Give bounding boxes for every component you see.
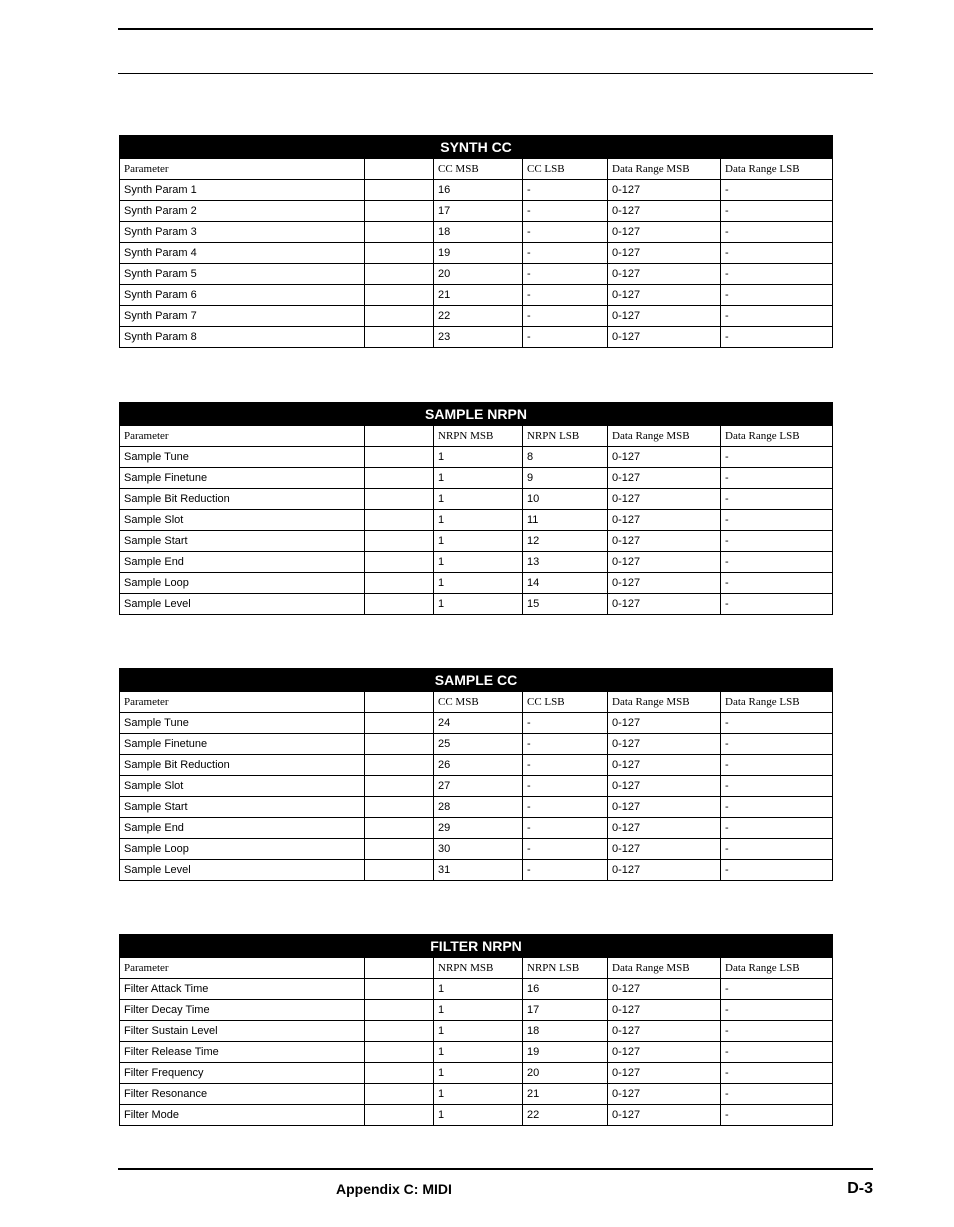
table-cell — [365, 776, 434, 797]
table-cell: 0-127 — [608, 201, 721, 222]
table-cell: Sample Slot — [120, 510, 365, 531]
table-cell: - — [523, 243, 608, 264]
table-cell: 16 — [434, 180, 523, 201]
table-cell: 1 — [434, 573, 523, 594]
column-header: Data Range LSB — [721, 426, 833, 447]
table-cell: Sample Loop — [120, 573, 365, 594]
table-cell: Sample Bit Reduction — [120, 755, 365, 776]
table-title: SAMPLE CC — [120, 669, 833, 692]
table-cell: 10 — [523, 489, 608, 510]
table-cell: 0-127 — [608, 510, 721, 531]
table-cell: Filter Frequency — [120, 1063, 365, 1084]
table-cell — [365, 797, 434, 818]
table-cell: - — [523, 818, 608, 839]
table-cell: - — [721, 797, 833, 818]
column-header: NRPN LSB — [523, 958, 608, 979]
table-cell: - — [721, 306, 833, 327]
top-rule-thin — [118, 73, 873, 74]
table-cell: Synth Param 4 — [120, 243, 365, 264]
table-cell — [365, 285, 434, 306]
table-cell: - — [721, 755, 833, 776]
table-cell: 0-127 — [608, 1063, 721, 1084]
table-cell: - — [523, 860, 608, 881]
column-header: Parameter — [120, 159, 365, 180]
table-cell — [365, 201, 434, 222]
table-cell: 11 — [523, 510, 608, 531]
table-cell: Sample Finetune — [120, 734, 365, 755]
table-cell: 1 — [434, 1063, 523, 1084]
table-cell: Synth Param 1 — [120, 180, 365, 201]
table-cell: 0-127 — [608, 1105, 721, 1126]
table-cell: - — [523, 839, 608, 860]
table-cell: 9 — [523, 468, 608, 489]
table-cell — [365, 531, 434, 552]
table-cell: Sample Level — [120, 860, 365, 881]
table-cell: 0-127 — [608, 776, 721, 797]
table-cell: 23 — [434, 327, 523, 348]
table-cell: 0-127 — [608, 264, 721, 285]
table-cell: 0-127 — [608, 1021, 721, 1042]
column-header: Parameter — [120, 958, 365, 979]
table-cell: - — [523, 734, 608, 755]
table-cell: Synth Param 6 — [120, 285, 365, 306]
column-header: CC MSB — [434, 159, 523, 180]
table-title: FILTER NRPN — [120, 935, 833, 958]
table-cell: 19 — [434, 243, 523, 264]
table-cell: Filter Release Time — [120, 1042, 365, 1063]
table-cell: Sample Loop — [120, 839, 365, 860]
table-cell: - — [721, 1000, 833, 1021]
table-cell: - — [721, 818, 833, 839]
table-cell: Synth Param 7 — [120, 306, 365, 327]
table-cell: - — [721, 285, 833, 306]
table-cell: - — [721, 222, 833, 243]
midi-table — [119, 135, 833, 348]
table-row — [120, 285, 833, 306]
table-cell: - — [721, 468, 833, 489]
table-cell: 1 — [434, 510, 523, 531]
table-cell — [365, 447, 434, 468]
table-cell: Filter Attack Time — [120, 979, 365, 1000]
table-cell: 19 — [523, 1042, 608, 1063]
table-cell: Sample Bit Reduction — [120, 489, 365, 510]
table-cell: 0-127 — [608, 222, 721, 243]
table-cell: - — [721, 243, 833, 264]
table-cell: 1 — [434, 1084, 523, 1105]
table-row — [120, 180, 833, 201]
table-cell: 18 — [523, 1021, 608, 1042]
table-row — [120, 531, 833, 552]
table-cell — [365, 489, 434, 510]
table-row — [120, 327, 833, 348]
table-cell — [365, 573, 434, 594]
table-row — [120, 839, 833, 860]
table-title: SAMPLE NRPN — [120, 403, 833, 426]
table-cell: 24 — [434, 713, 523, 734]
table-cell: 1 — [434, 1105, 523, 1126]
table-cell: 0-127 — [608, 797, 721, 818]
table-cell — [365, 264, 434, 285]
table-cell: - — [721, 489, 833, 510]
table-cell: 0-127 — [608, 1042, 721, 1063]
table-cell — [365, 1105, 434, 1126]
table-row — [120, 1105, 833, 1126]
table-cell: Sample Slot — [120, 776, 365, 797]
table-cell: 1 — [434, 489, 523, 510]
table-cell: 0-127 — [608, 979, 721, 1000]
table-cell: - — [721, 510, 833, 531]
table-cell: Sample End — [120, 552, 365, 573]
table-cell: 25 — [434, 734, 523, 755]
table-row — [120, 201, 833, 222]
table-row — [120, 573, 833, 594]
table-cell: Sample Tune — [120, 447, 365, 468]
table-cell — [365, 243, 434, 264]
table-cell: Sample Finetune — [120, 468, 365, 489]
column-header: Parameter — [120, 426, 365, 447]
table-row — [120, 552, 833, 573]
table-row — [120, 1021, 833, 1042]
table-cell: - — [721, 1084, 833, 1105]
table-cell — [365, 734, 434, 755]
column-header: CC LSB — [523, 159, 608, 180]
table-cell: 0-127 — [608, 755, 721, 776]
footer-title: Appendix C: MIDI — [336, 1181, 452, 1197]
table-cell: 0-127 — [608, 180, 721, 201]
table-cell: 21 — [434, 285, 523, 306]
table-cell: Synth Param 3 — [120, 222, 365, 243]
table-cell — [365, 222, 434, 243]
table-cell: - — [523, 180, 608, 201]
table-row — [120, 222, 833, 243]
table-row — [120, 243, 833, 264]
table-cell: - — [721, 552, 833, 573]
table-cell: 26 — [434, 755, 523, 776]
table-cell — [365, 180, 434, 201]
table-row — [120, 818, 833, 839]
table-cell: 17 — [523, 1000, 608, 1021]
column-header: NRPN MSB — [434, 426, 523, 447]
table-cell: 1 — [434, 1000, 523, 1021]
table-cell: Synth Param 2 — [120, 201, 365, 222]
table-cell: 17 — [434, 201, 523, 222]
table-cell: - — [721, 713, 833, 734]
bottom-rule — [118, 1168, 873, 1170]
table-cell: Sample Level — [120, 594, 365, 615]
table-cell: 0-127 — [608, 713, 721, 734]
table-cell: 8 — [523, 447, 608, 468]
table-cell: - — [721, 573, 833, 594]
table-cell: 1 — [434, 531, 523, 552]
table-cell: 27 — [434, 776, 523, 797]
table-cell: 0-127 — [608, 573, 721, 594]
table-row — [120, 489, 833, 510]
table-cell: 0-127 — [608, 447, 721, 468]
table-cell: 20 — [523, 1063, 608, 1084]
midi-table — [119, 934, 833, 1126]
table-cell: 0-127 — [608, 839, 721, 860]
table-row — [120, 264, 833, 285]
table-cell: 31 — [434, 860, 523, 881]
table-cell: - — [721, 1063, 833, 1084]
table-cell: 0-127 — [608, 860, 721, 881]
table-cell: - — [523, 755, 608, 776]
column-header: Data Range MSB — [608, 159, 721, 180]
table-cell — [365, 1084, 434, 1105]
page-number: D-3 — [847, 1180, 873, 1197]
table-cell: - — [721, 201, 833, 222]
table-cell: - — [721, 1042, 833, 1063]
table-cell — [365, 839, 434, 860]
column-header — [365, 426, 434, 447]
table-cell: 1 — [434, 447, 523, 468]
table-row — [120, 468, 833, 489]
table-row — [120, 447, 833, 468]
table-cell: 1 — [434, 1021, 523, 1042]
table-cell — [365, 1021, 434, 1042]
table-cell: Sample Start — [120, 797, 365, 818]
table-cell: 0-127 — [608, 594, 721, 615]
column-header: CC MSB — [434, 692, 523, 713]
table-cell: 0-127 — [608, 531, 721, 552]
column-header: Data Range MSB — [608, 692, 721, 713]
table-cell: Filter Resonance — [120, 1084, 365, 1105]
table-cell: - — [523, 327, 608, 348]
table-cell: 18 — [434, 222, 523, 243]
table-cell: - — [721, 776, 833, 797]
table-row — [120, 734, 833, 755]
table-cell: 16 — [523, 979, 608, 1000]
table-cell: 0-127 — [608, 306, 721, 327]
table-row — [120, 713, 833, 734]
table-cell: 0-127 — [608, 552, 721, 573]
table-cell — [365, 713, 434, 734]
table-cell: Synth Param 8 — [120, 327, 365, 348]
table-cell: 1 — [434, 1042, 523, 1063]
table-row — [120, 1063, 833, 1084]
table-header-row — [120, 692, 833, 713]
table-cell: 13 — [523, 552, 608, 573]
table-cell — [365, 860, 434, 881]
table-cell: Filter Decay Time — [120, 1000, 365, 1021]
table-cell: - — [721, 180, 833, 201]
table-cell: - — [721, 264, 833, 285]
table-row — [120, 979, 833, 1000]
table-cell — [365, 1000, 434, 1021]
table-row — [120, 306, 833, 327]
table-cell: 0-127 — [608, 327, 721, 348]
table-cell: Filter Sustain Level — [120, 1021, 365, 1042]
table-cell — [365, 1042, 434, 1063]
column-header — [365, 692, 434, 713]
table-cell — [365, 327, 434, 348]
table-cell: 0-127 — [608, 468, 721, 489]
table-cell: 15 — [523, 594, 608, 615]
column-header: NRPN MSB — [434, 958, 523, 979]
table-cell: 22 — [434, 306, 523, 327]
table-cell: Filter Mode — [120, 1105, 365, 1126]
column-header: Parameter — [120, 692, 365, 713]
table-cell — [365, 552, 434, 573]
table-cell: 0-127 — [608, 489, 721, 510]
table-cell — [365, 818, 434, 839]
table-cell: - — [721, 447, 833, 468]
table-cell: 1 — [434, 594, 523, 615]
midi-table — [119, 402, 833, 615]
table-cell: - — [523, 797, 608, 818]
table-cell: 0-127 — [608, 1000, 721, 1021]
table-row — [120, 510, 833, 531]
table-cell: - — [523, 201, 608, 222]
column-header: NRPN LSB — [523, 426, 608, 447]
table-cell: - — [523, 222, 608, 243]
table-cell: 28 — [434, 797, 523, 818]
table-cell: 21 — [523, 1084, 608, 1105]
table-cell: - — [721, 1021, 833, 1042]
table-cell: 0-127 — [608, 818, 721, 839]
table-cell: - — [721, 734, 833, 755]
column-header — [365, 159, 434, 180]
table-cell: 20 — [434, 264, 523, 285]
table-cell — [365, 1063, 434, 1084]
table-cell: - — [721, 1105, 833, 1126]
table-cell: - — [721, 594, 833, 615]
table-title: SYNTH CC — [120, 136, 833, 159]
table-cell: - — [721, 979, 833, 1000]
table-cell: - — [523, 285, 608, 306]
table-cell: - — [721, 327, 833, 348]
table-header-row — [120, 159, 833, 180]
table-cell — [365, 306, 434, 327]
table-cell — [365, 594, 434, 615]
table-cell: - — [523, 776, 608, 797]
table-cell — [365, 510, 434, 531]
table-cell: 0-127 — [608, 734, 721, 755]
table-header-row — [120, 958, 833, 979]
table-cell: - — [523, 306, 608, 327]
table-cell: 12 — [523, 531, 608, 552]
column-header: Data Range LSB — [721, 958, 833, 979]
table-cell: 0-127 — [608, 285, 721, 306]
column-header: Data Range LSB — [721, 692, 833, 713]
table-row — [120, 1000, 833, 1021]
table-cell: 22 — [523, 1105, 608, 1126]
table-cell: 1 — [434, 552, 523, 573]
table-cell: - — [523, 264, 608, 285]
table-row — [120, 1084, 833, 1105]
table-row — [120, 594, 833, 615]
table-cell — [365, 468, 434, 489]
table-cell: 1 — [434, 979, 523, 1000]
table-cell: 14 — [523, 573, 608, 594]
column-header — [365, 958, 434, 979]
table-cell: Sample Start — [120, 531, 365, 552]
column-header: Data Range MSB — [608, 958, 721, 979]
column-header: CC LSB — [523, 692, 608, 713]
column-header: Data Range LSB — [721, 159, 833, 180]
table-cell: - — [721, 839, 833, 860]
table-cell — [365, 979, 434, 1000]
table-cell: - — [523, 713, 608, 734]
table-cell: 29 — [434, 818, 523, 839]
table-row — [120, 860, 833, 881]
table-cell: - — [721, 531, 833, 552]
table-cell: - — [721, 860, 833, 881]
table-cell: 30 — [434, 839, 523, 860]
table-row — [120, 776, 833, 797]
table-cell — [365, 755, 434, 776]
table-cell: 0-127 — [608, 1084, 721, 1105]
column-header: Data Range MSB — [608, 426, 721, 447]
table-row — [120, 797, 833, 818]
table-cell: Sample End — [120, 818, 365, 839]
table-cell: Sample Tune — [120, 713, 365, 734]
top-rule — [118, 28, 873, 30]
midi-table — [119, 668, 833, 881]
table-row — [120, 1042, 833, 1063]
table-cell: 0-127 — [608, 243, 721, 264]
table-cell: 1 — [434, 468, 523, 489]
table-cell: Synth Param 5 — [120, 264, 365, 285]
table-row — [120, 755, 833, 776]
table-header-row — [120, 426, 833, 447]
